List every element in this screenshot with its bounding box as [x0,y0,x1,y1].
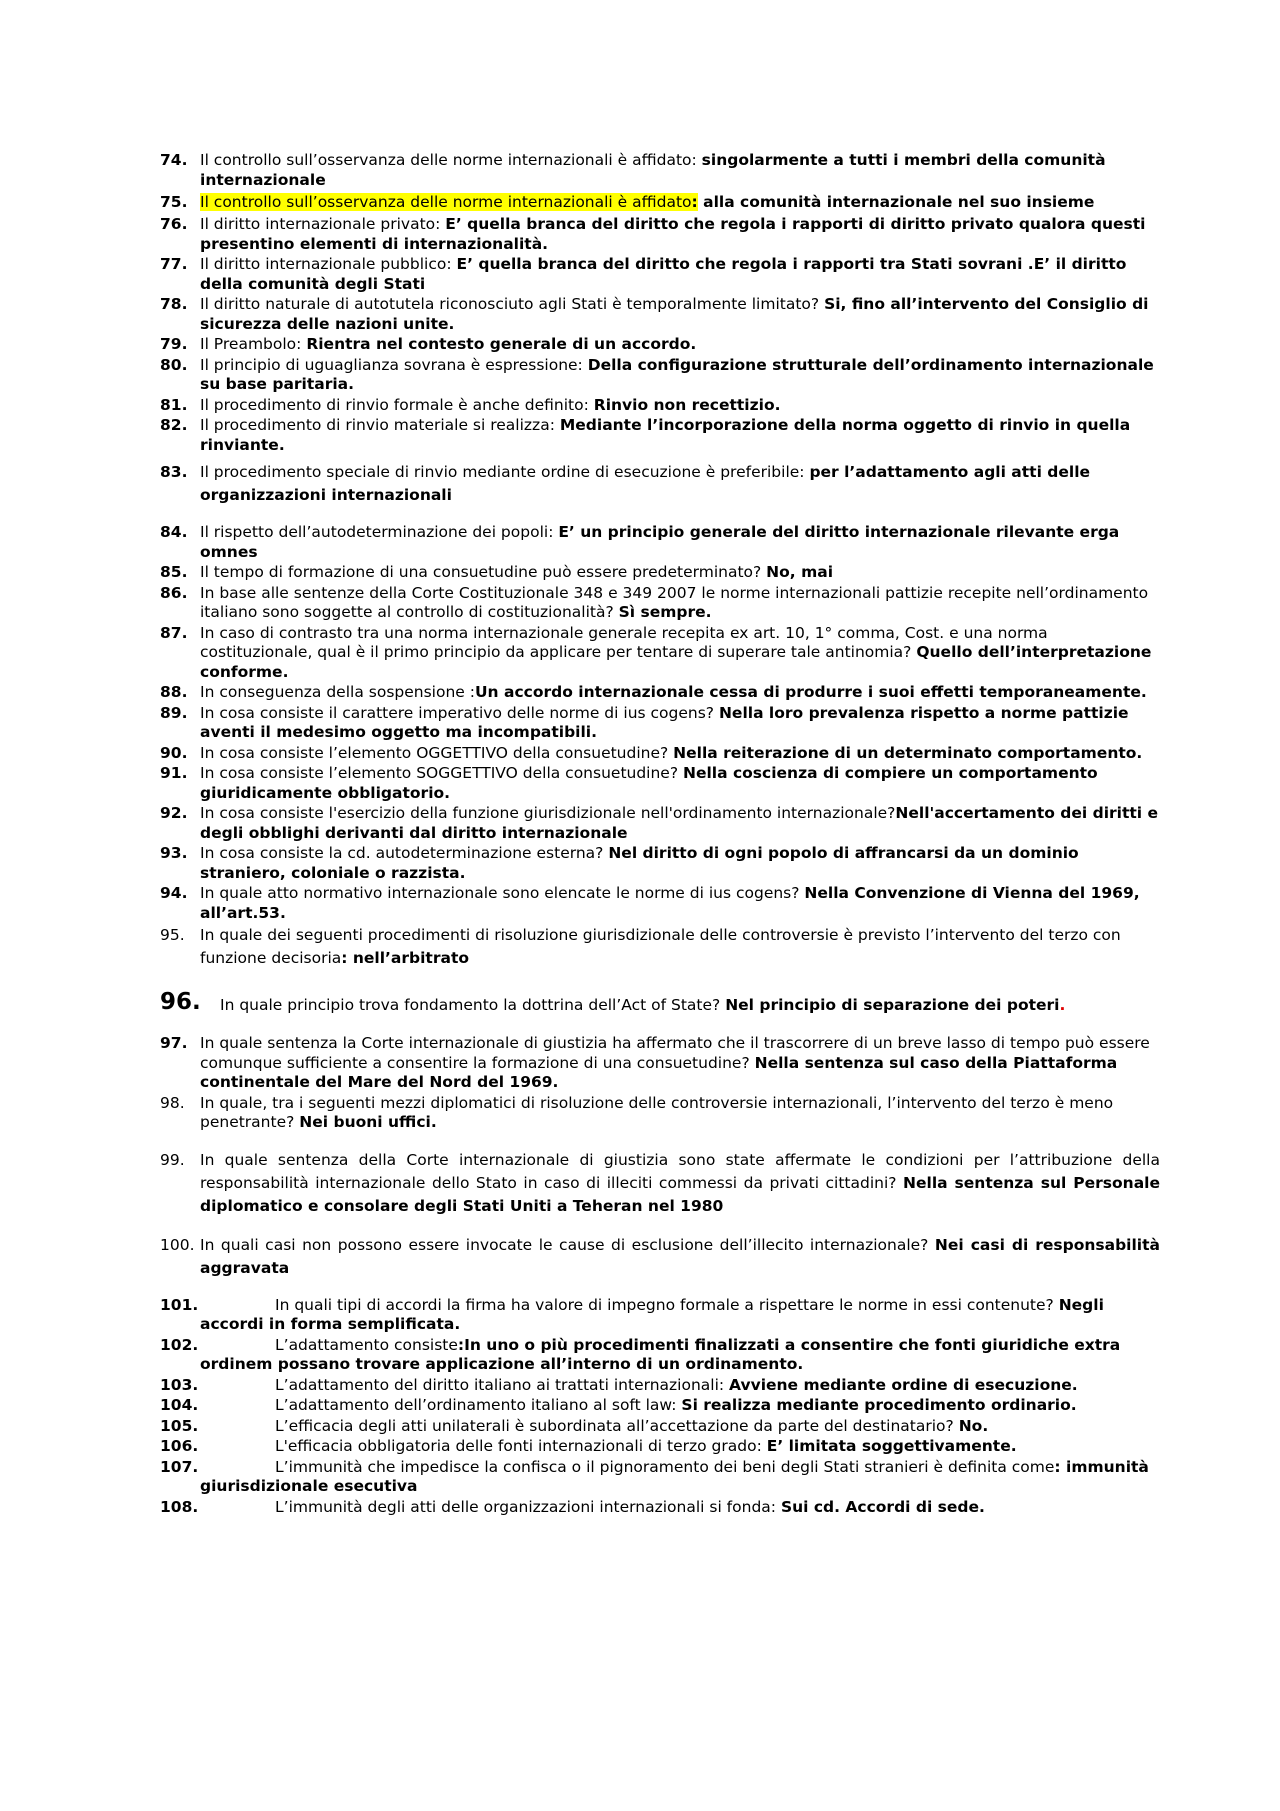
item-number: 77. [160,255,188,273]
list-item [160,396,1160,416]
answer-text: Nella coscienza di compiere un comportamento giuridicamente obbligatorio. [200,764,1098,802]
item-number: 84. [160,523,188,541]
list-item [160,1149,1160,1218]
question-text: In quale, tra i seguenti mezzi diplomatici di risoluzione delle controversie internazionali, l’intervento del terzo è meno penetrante? [200,1093,1114,1131]
question-text: In quale sentenza della Corte internazionale di giustizia sono state affermate le condizioni per l’attribuzione della responsabilità internazionale dello Stato in caso di illeciti commessi da privati cittadini? [200,1150,1160,1192]
list-item [160,295,1160,334]
list-item [160,924,1160,970]
list-item [160,356,1160,395]
item-number: 102. [160,1335,199,1354]
question-text: L’adattamento del diritto italiano ai trattati internazionali: [275,1375,730,1394]
list-item [160,1296,1160,1335]
answer-text: E’ un principio generale del diritto internazionale rilevante erga omnes [200,523,1120,561]
item-number: 103. [160,1375,199,1394]
question-text: In cosa consiste l’elemento OGGETTIVO della consuetudine? [200,743,674,762]
question-text: L’immunità che impedisce la confisca o il pignoramento dei beni degli Stati stranieri è definita come [275,1457,1055,1476]
item-number: 81. [160,395,188,414]
answer-text: Nell'accertamento dei diritti e degli obblighi derivanti dal diritto internazionale [200,804,1159,842]
item-number: 80. [160,355,188,374]
highlighted-colon: : [691,193,698,211]
list-item [160,1234,1160,1280]
question-text: Il Preambolo: [200,335,307,353]
list-item [160,624,1160,683]
item-number: 91. [160,764,188,782]
question-text: Il procedimento speciale di rinvio mediante ordine di esecuzione è preferibile: [200,463,810,481]
list-item [160,1396,1160,1416]
item-number: 88. [160,683,188,701]
list-item [160,884,1160,923]
list-item [160,683,1160,703]
item-number: 78. [160,295,188,313]
answer-text: Nella sentenza sul caso della Piattaforma continentale del Mare del Nord del 1969. [200,1053,1118,1091]
question-text: In cosa consiste la cd. autodeterminazione esterna? [200,844,609,862]
item-number: 98. [160,1093,185,1112]
question-text: Il controllo sull’osservanza delle norme internazionali è affidato: [200,151,702,169]
answer-text: Nel diritto di ogni popolo di affrancarsi da un dominio straniero, coloniale o razzista. [200,844,1079,882]
question-text: L’immunità degli atti delle organizzazioni internazionali si fonda: [275,1497,781,1516]
answer-text: singolarmente a tutti i membri della comunità internazionale [200,151,1106,189]
question-text: L’adattamento consiste [275,1335,458,1354]
question-text: Il tempo di formazione di una consuetudine può essere predeterminato? [200,563,767,581]
list-item [160,844,1160,883]
list-item [160,1094,1160,1133]
list-item [160,151,1160,190]
item-number: 76. [160,215,188,233]
answer-text: : nell’arbitrato [341,949,470,967]
question-text: In quale atto normativo internazionale sono elencate le norme di ius cogens? [200,884,805,902]
answer-text: Nella Convenzione di Vienna del 1969, all’art.53. [200,884,1140,922]
question-text: Il diritto internazionale privato: [200,215,446,233]
item-number: 94. [160,884,188,902]
item-number: 99. [160,1150,185,1169]
answer-text: No, mai [766,563,834,581]
item-number: 101. [160,1295,199,1314]
item-number: 93. [160,844,188,862]
item-number: 106. [160,1437,199,1455]
list-item [160,335,1160,355]
question-text: In cosa consiste l'esercizio della funzione giurisdizionale nell'ordinamento internazionale? [200,804,896,822]
question-text: In quale principio trova fondamento la dottrina dell’Act of State? [220,996,726,1014]
list-item [160,191,1160,214]
question-text: Il procedimento di rinvio materiale si realizza: [200,416,560,434]
red-period: . [1059,996,1066,1014]
item-number: 95. [160,926,185,944]
question-text: L’efficacia degli atti unilaterali è subordinata all’accettazione da parte del destinatario? [275,1416,959,1435]
question-text: Il procedimento di rinvio formale è anche definito: [200,395,594,414]
answer-text: alla comunità internazionale nel suo insieme [697,193,1095,211]
question-text: Il principio di uguaglianza sovrana è espressione: [200,355,588,374]
answer-text: Avviene mediante ordine di esecuzione. [729,1375,1078,1394]
question-text: In cosa consiste il carattere imperativo delle norme di ius cogens? [200,703,719,722]
answer-text: Negli accordi in forma semplificata. [200,1295,1104,1333]
answer-text: Sui cd. Accordi di sede. [780,1497,985,1516]
item-number: 82. [160,416,188,434]
answer-text: Quello dell’interpretazione conforme. [200,643,1152,681]
answer-text: Si realizza mediante procedimento ordinario. [681,1396,1077,1414]
question-text: In caso di contrasto tra una norma internazionale generale recepita ex art. 10, 1° comma, Cost. e una norma costituzionale, qual è il primo principio da applicare per tentare di superare tale antinomia? [200,623,1048,661]
list-item [160,416,1160,455]
item-number: 79. [160,335,188,353]
question-text: L’adattamento dell’ordinamento italiano al soft law: [275,1396,682,1414]
answer-text: Della configurazione strutturale dell’ordinamento internazionale su base paritaria. [200,355,1154,393]
item-number: 87. [160,623,188,642]
list-item [160,563,1160,583]
list-item [160,461,1160,507]
answer-text: per l’adattamento agli atti delle organizzazioni internazionali [200,463,1091,504]
answer-text: E’ limitata soggettivamente. [766,1437,1017,1455]
answer-text: Un accordo internazionale cessa di produrre i suoi effetti temporaneamente. [474,683,1147,701]
list-item [160,1376,1160,1396]
question-text: In quale dei seguenti procedimenti di risoluzione giurisdizionale delle controversie è previsto l’intervento del terzo con funzione decisoria [200,926,1121,967]
item-number: 75. [160,193,188,211]
answer-text: Nella sentenza sul Personale diplomatico e consolare degli Stati Uniti a Teheran nel 1980 [200,1173,1160,1215]
item-number: 105. [160,1416,199,1435]
list-item [160,704,1160,743]
item-number: 90. [160,743,188,762]
answer-text: E’ quella branca del diritto che regola i rapporti di diritto privato qualora questi presentino elementi di internazionalità. [200,215,1146,253]
item-number: 107. [160,1457,199,1476]
answer-text: Nel principio di separazione dei poteri [725,996,1060,1014]
list-item [160,1458,1160,1497]
answer-text: Sì sempre. [618,603,712,621]
item-number: 83. [160,463,188,481]
answer-text: : immunità giurisdizionale esecutiva [200,1457,1149,1495]
item-number: 86. [160,583,188,602]
question-text: In quali tipi di accordi la firma ha valore di impegno formale a rispettare le norme in essi contenute? [275,1295,1059,1314]
list-item [160,215,1160,254]
list-item [160,255,1160,294]
list-item [160,523,1160,562]
answer-text: :In uno o più procedimenti finalizzati a consentire che fonti giuridiche extra ordinem possano trovare applicazione all’interno di un ordinamento. [200,1335,1121,1373]
question-text: In conseguenza della sospensione : [200,683,475,701]
answer-text: Rientra nel contesto generale di un accordo. [306,335,697,353]
question-text: Il diritto internazionale pubblico: [200,255,457,273]
highlighted-question-text: Il controllo sull’osservanza delle norme internazionali è affidato [200,193,692,211]
item-number: 89. [160,703,188,722]
question-text: In base alle sentenze della Corte Costituzionale 348 e 349 2007 le norme internazionali pattizie recepite nell’ordinamento italiano sono soggette al controllo di costituzionalità? [200,583,1149,621]
item-number: 108. [160,1497,199,1516]
list-item [160,989,1160,1018]
answer-text: Si, fino all’intervento del Consiglio di sicurezza delle nazioni unite. [200,295,1149,333]
list-item [160,1437,1160,1457]
list-item [160,1034,1160,1093]
answer-text: Nella reiterazione di un determinato comportamento. [673,743,1143,762]
answer-text: E’ quella branca del diritto che regola i rapporti tra Stati sovrani .E’ il diritto della comunità degli Stati [200,255,1127,293]
answer-text: Mediante l’incorporazione della norma oggetto di rinvio in quella rinviante. [200,416,1131,454]
question-text: Il diritto naturale di autotutela riconosciuto agli Stati è temporalmente limitato? [200,295,825,313]
question-text: L'efficacia obbligatoria delle fonti internazionali di terzo grado: [275,1437,767,1455]
answer-text: Nella loro prevalenza rispetto a norme pattizie aventi il medesimo oggetto ma incompatibili. [200,703,1129,741]
qa-list [160,151,1160,1518]
question-text: Il rispetto dell’autodeterminazione dei popoli: [200,523,559,541]
answer-text: Nei casi di responsabilità aggravata [200,1235,1160,1277]
item-number: 92. [160,804,188,822]
list-item [160,1417,1160,1437]
item-number: 74. [160,151,188,169]
question-text: In cosa consiste l’elemento SOGGETTIVO della consuetudine? [200,764,683,782]
item-number: 97. [160,1034,188,1052]
item-number: 85. [160,563,188,581]
list-item [160,1336,1160,1375]
item-number: 104. [160,1396,199,1414]
list-item [160,764,1160,803]
list-item [160,804,1160,843]
list-item [160,1498,1160,1518]
list-item [160,584,1160,623]
list-item [160,744,1160,764]
answer-text: No. [958,1416,989,1435]
answer-text: Rinvio non recettizio. [593,395,781,414]
item-number: 96. [160,989,201,1015]
question-text: In quali casi non possono essere invocate le cause di esclusione dell’illecito internazionale? [200,1235,935,1254]
answer-text: Nei buoni uffici. [299,1113,437,1131]
question-text: In quale sentenza la Corte internazionale di giustizia ha affermato che il trascorrere di un breve lasso di tempo può essere comunque sufficiente a consentire la formazione di una consuetudine? [200,1034,1150,1072]
item-number: 100. [160,1235,195,1254]
